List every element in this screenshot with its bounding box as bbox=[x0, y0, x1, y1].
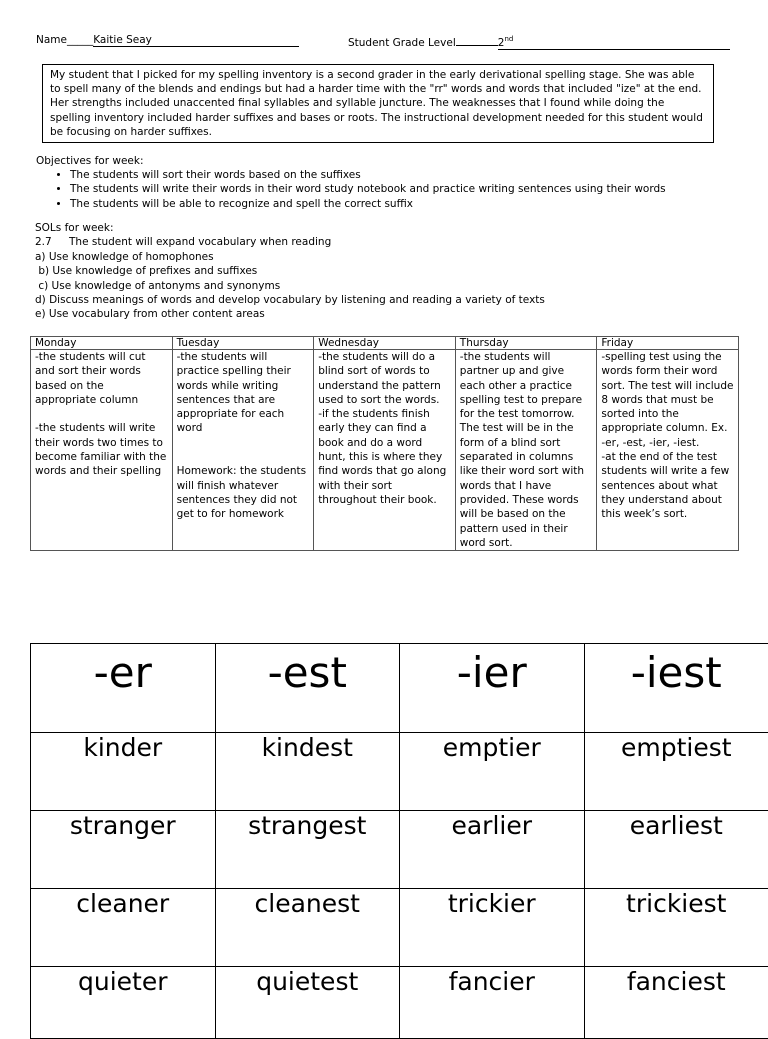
word-sort-row bbox=[31, 889, 768, 967]
word-cell: emptier bbox=[400, 733, 585, 811]
name-value: Kaitie Seay bbox=[93, 34, 152, 46]
word-cell: trickiest bbox=[584, 889, 768, 967]
sol-item: c) Use knowledge of antonyms and synonyms bbox=[35, 279, 545, 293]
sol-item: e) Use vocabulary from other content areas bbox=[35, 307, 545, 321]
word-sort-row bbox=[31, 733, 768, 811]
word-sort-table bbox=[30, 643, 768, 1039]
word-cell: fanciest bbox=[584, 967, 768, 1039]
activity-wednesday: -the students will do a blind sort of words to understand the pattern used to sort the words. -if the students finish early they can find a book and do a word hunt, this is where they find words that go along with their sort throughout their book. bbox=[314, 350, 456, 551]
word-cell: kindest bbox=[215, 733, 400, 811]
sols-title: SOLs for week: bbox=[35, 221, 545, 235]
sol-statement: The student will expand vocabulary when reading bbox=[69, 236, 331, 248]
objective-item: • The students will sort their words based on the suffixes bbox=[70, 168, 666, 182]
word-cell: trickier bbox=[400, 889, 585, 967]
student-summary-box bbox=[42, 64, 714, 143]
word-sort-row bbox=[31, 811, 768, 889]
word-cell: cleaner bbox=[31, 889, 216, 967]
weekly-plan-header-row bbox=[31, 337, 739, 350]
name-label: Name_____ bbox=[36, 34, 93, 46]
day-header-tuesday: Tuesday bbox=[172, 337, 314, 350]
sol-item: b) Use knowledge of prefixes and suffixes bbox=[35, 264, 545, 278]
name-field bbox=[93, 35, 299, 47]
word-cell: fancier bbox=[400, 967, 585, 1039]
summary-text: My student that I picked for my spelling inventory is a second grader in the early derivational spelling stage. She was able to spell many of the blends and endings but had a harder time with the "rr" words and words that included "ize" at the end. Her strengths included unaccented final syllables and syllable juncture. The weaknesses that I found while doing the spelling inventory included harder suffixes and bases or roots. The instructional development needed for this student would be focusing on harder suffixes. bbox=[50, 69, 703, 138]
activity-monday: -the students will cut and sort their words based on the appropriate column -the students will write their words two times to become familiar with the words and their spelling bbox=[31, 350, 173, 551]
word-cell: stranger bbox=[31, 811, 216, 889]
word-cell: quietest bbox=[215, 967, 400, 1039]
grade-label: Student Grade Level bbox=[348, 37, 456, 49]
grade-field-rest bbox=[498, 34, 730, 50]
suffix-header: -est bbox=[215, 644, 400, 733]
word-cell: quieter bbox=[31, 967, 216, 1039]
suffix-header: -er bbox=[31, 644, 216, 733]
sol-number: 2.7 bbox=[35, 235, 69, 249]
day-header-wednesday: Wednesday bbox=[314, 337, 456, 350]
day-header-friday: Friday bbox=[597, 337, 739, 350]
word-sort-row bbox=[31, 967, 768, 1039]
objective-item: • The students will be able to recognize and spell the correct suffix bbox=[70, 197, 666, 211]
objective-item: • The students will write their words in their word study notebook and practice writing sentences using their words bbox=[70, 182, 666, 196]
weekly-plan-activity-row bbox=[31, 350, 739, 551]
day-header-thursday: Thursday bbox=[455, 337, 597, 350]
sol-item: a) Use knowledge of homophones bbox=[35, 250, 545, 264]
weekly-plan-table bbox=[30, 336, 739, 551]
objectives-title: Objectives for week: bbox=[36, 154, 666, 168]
grade-field bbox=[456, 45, 498, 46]
word-cell: strangest bbox=[215, 811, 400, 889]
activity-thursday: -the students will partner up and give each other a practice spelling test to prepare for the test tomorrow. The test will be in the form of a blind sort separated in columns like their word sort with words that I have provided. These words will be based on the pattern used in their word sort. bbox=[455, 350, 597, 551]
sols-section bbox=[35, 221, 545, 322]
sol-standard bbox=[35, 235, 545, 249]
word-cell: emptiest bbox=[584, 733, 768, 811]
grade-suffix: nd bbox=[504, 35, 513, 43]
suffix-header: -ier bbox=[400, 644, 585, 733]
student-name-line bbox=[36, 34, 299, 47]
activity-tuesday: -the students will practice spelling their words while writing sentences that are appropriate for each word Homework: the students will finish whatever sentences they did not get to for homework bbox=[172, 350, 314, 551]
word-cell: earliest bbox=[584, 811, 768, 889]
objectives-list bbox=[36, 168, 666, 211]
activity-friday: -spelling test using the words form their word sort. The test will include 8 words that must be sorted into the appropriate column. Ex. -er, -est, -ier, -iest. -at the end of the test students will write a few sentences about what they understand about this week’s sort. bbox=[597, 350, 739, 551]
day-header-monday: Monday bbox=[31, 337, 173, 350]
suffix-header: -iest bbox=[584, 644, 768, 733]
word-cell: kinder bbox=[31, 733, 216, 811]
word-sort-header-row bbox=[31, 644, 768, 733]
student-grade-line bbox=[348, 34, 730, 50]
grade-value: 2 bbox=[498, 37, 505, 49]
sol-item: d) Discuss meanings of words and develop vocabulary by listening and reading a variety of texts bbox=[35, 293, 545, 307]
word-cell: earlier bbox=[400, 811, 585, 889]
objectives-section bbox=[36, 154, 666, 211]
word-cell: cleanest bbox=[215, 889, 400, 967]
